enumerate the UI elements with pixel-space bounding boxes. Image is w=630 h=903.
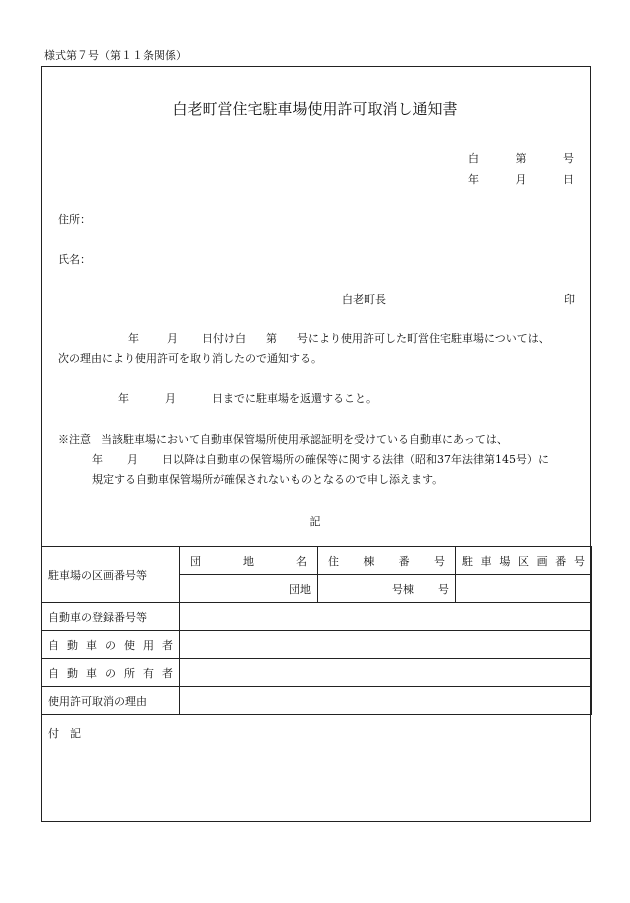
parking-info-table — [41, 546, 592, 715]
note-line-1: ※注意 当該駐車場において自動車保管場所使用承認証明を受けている自動車にあっては、 — [58, 433, 508, 446]
kukaku-value-field[interactable] — [456, 575, 592, 603]
doc-date-day: 日 — [563, 173, 574, 186]
body-line-1: 年 月 日付け白 第 号により使用許可した町営住宅駐車場については、 — [128, 332, 550, 345]
note-line-2: 年 月 日以降は自動車の保管場所の確保等に関する法律（昭和37年法律第145号）に — [92, 453, 549, 466]
parking-section-header: 駐車場の区画番号等 — [42, 547, 180, 603]
doc-date-month: 月 — [515, 173, 527, 186]
row-label-reason: 使用許可取消の理由 — [42, 687, 180, 715]
document-number — [468, 150, 574, 166]
note-prefix: ※注意 — [58, 433, 91, 446]
form-number-label: 様式第７号（第１１条関係） — [44, 49, 187, 62]
notes-label: 付 記 — [48, 727, 81, 740]
notes-area[interactable] — [42, 740, 590, 820]
col-header-danchi: 団 地 名 — [180, 547, 318, 575]
registration-value-field[interactable] — [180, 603, 592, 631]
row-label-user: 自 動 車 の 使 用 者 — [42, 631, 180, 659]
ki-heading: 記 — [309, 515, 321, 528]
doc-date-year: 年 — [468, 173, 479, 186]
row-label-registration: 自動車の登録番号等 — [42, 603, 180, 631]
return-deadline-line: 年 月 日までに駐車場を返還すること。 — [118, 392, 377, 405]
col-header-kukaku: 駐 車 場 区 画 番 号 — [456, 547, 592, 575]
col-header-jutou: 住 棟 番 号 — [318, 547, 456, 575]
danchi-unit: 団地 — [269, 575, 318, 603]
doc-number-prefix: 白 — [468, 152, 479, 165]
user-value-field[interactable] — [180, 631, 592, 659]
body-line-2: 次の理由により使用許可を取り消したので通知する。 — [58, 352, 322, 365]
doc-number-dai: 第 — [515, 152, 527, 165]
jutou-value-field[interactable]: 号棟 号 — [318, 575, 456, 603]
owner-value-field[interactable] — [180, 659, 592, 687]
note-line-3: 規定する自動車保管場所が確保されないものとなるので申し添えます。 — [92, 473, 444, 486]
name-label: 氏名： — [58, 253, 91, 266]
row-label-owner: 自 動 車 の 所 有 者 — [42, 659, 180, 687]
danchi-value-field[interactable] — [180, 575, 269, 603]
document-title: 白老町営住宅駐車場使用許可取消し通知書 — [172, 100, 458, 118]
seal-mark: 印 — [564, 293, 575, 306]
reason-value-field[interactable] — [180, 687, 592, 715]
doc-number-go: 号 — [563, 152, 574, 165]
issuer-name: 白老町長 — [342, 293, 386, 306]
address-label: 住所： — [58, 213, 91, 226]
document-date — [468, 171, 574, 187]
